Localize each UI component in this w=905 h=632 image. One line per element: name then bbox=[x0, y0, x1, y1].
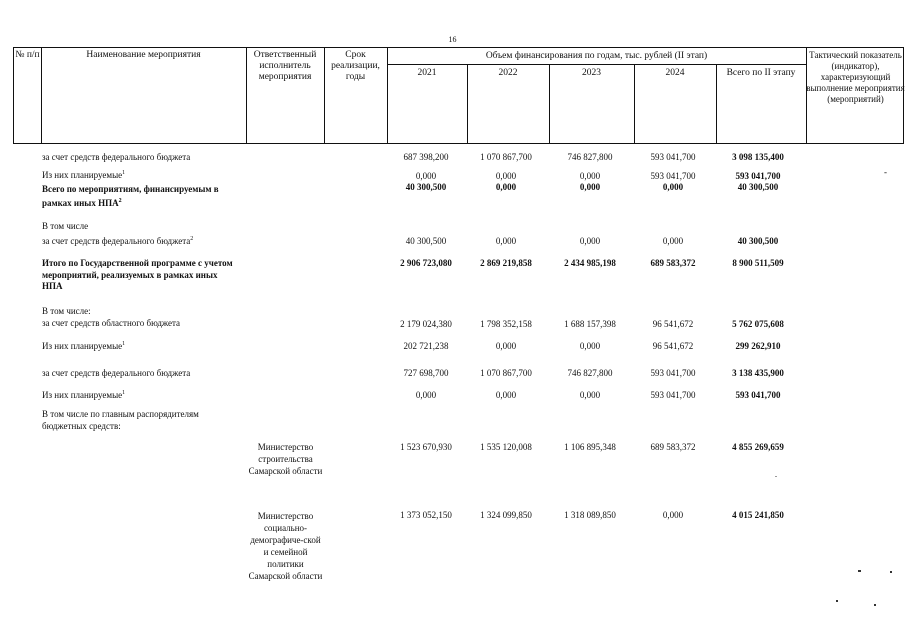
cell-2024: 593 041,700 bbox=[650, 152, 696, 162]
header-year: 2021 bbox=[417, 68, 437, 78]
row-label: В том числе по главным распорядителям бюджетных средств: bbox=[42, 409, 199, 431]
cell-2023: 1 318 089,850 bbox=[564, 510, 616, 520]
cell-2024: 96 541,672 bbox=[652, 319, 694, 329]
cell-2022: 2 869 219,858 bbox=[480, 258, 532, 268]
cell-2021: 202 721,238 bbox=[403, 341, 449, 351]
cell-2022: 0,000 bbox=[495, 390, 517, 400]
cell-2022: 0,000 bbox=[495, 182, 517, 192]
row-label: В том числе bbox=[42, 221, 89, 231]
cell-2023: 746 827,800 bbox=[567, 152, 613, 162]
cell-2023: 0,000 bbox=[579, 182, 601, 192]
row-label: Всего по мероприятиям, финансируемым в рамках иных НПА$^2$ bbox=[42, 184, 219, 208]
cell-total: 593 041,700 bbox=[735, 390, 781, 400]
col-divider bbox=[387, 48, 388, 143]
cell-2021: 40 300,500 bbox=[405, 236, 447, 246]
cell-2023: 2 434 985,198 bbox=[564, 258, 616, 268]
header-indicator: Тактический показатель (индикатор), характеризующий выполнение мероприятия (мероприятий) bbox=[806, 50, 905, 104]
col-divider bbox=[41, 48, 42, 143]
indicator-dash: - bbox=[884, 167, 887, 177]
cell-2024: 689 583,372 bbox=[650, 258, 696, 268]
cell-2022: 0,000 bbox=[495, 171, 517, 181]
cell-2021: 1 373 052,150 bbox=[400, 510, 452, 520]
cell-2021: 727 698,700 bbox=[403, 368, 449, 378]
cell-2021: 0,000 bbox=[415, 171, 437, 181]
header-year: 2022 bbox=[498, 68, 518, 78]
cell-total: 5 762 075,608 bbox=[732, 319, 784, 329]
header-financing: Объем финансирования по годам, тыс. рублей (II этап) bbox=[485, 51, 708, 61]
cell-2021: 1 523 670,930 bbox=[400, 442, 452, 452]
cell-total: 3 098 135,400 bbox=[732, 152, 784, 162]
header-name: Наименование мероприятия bbox=[86, 50, 201, 60]
cell-total: 299 262,910 bbox=[735, 341, 781, 351]
cell-2021: 0,000 bbox=[415, 390, 437, 400]
cell-total: 40 300,500 bbox=[737, 236, 779, 246]
cell-2023: 0,000 bbox=[579, 171, 601, 181]
cell-2021: 2 179 024,380 bbox=[400, 319, 452, 329]
row-label: за счет средств федерального бюджета bbox=[42, 152, 191, 162]
cell-total: 3 138 435,900 bbox=[732, 368, 784, 378]
cell-2021: 2 906 723,080 bbox=[400, 258, 452, 268]
cell-total: 4 855 269,659 bbox=[732, 442, 784, 452]
cell-2023: 746 827,800 bbox=[567, 368, 613, 378]
cell-2024: 593 041,700 bbox=[650, 390, 696, 400]
cell-2021: 687 398,200 bbox=[403, 152, 449, 162]
cell-total: 8 900 511,509 bbox=[732, 258, 784, 268]
cell-2024: 0,000 bbox=[662, 182, 684, 192]
responsible-ministry: Министерство социально-демографиче-ской и семейной политики Самарской области bbox=[248, 511, 323, 581]
header-total: Всего по II этапу bbox=[726, 68, 796, 78]
cell-2022: 0,000 bbox=[495, 341, 517, 351]
row-label: за счет средств областного бюджета bbox=[42, 318, 181, 328]
cell-2023: 1 688 157,398 bbox=[564, 319, 616, 329]
cell-2024: 0,000 bbox=[662, 236, 684, 246]
scan-speck bbox=[874, 604, 876, 606]
cell-total: 593 041,700 bbox=[735, 171, 781, 181]
cell-2023: 0,000 bbox=[579, 390, 601, 400]
cell-2023: 1 106 895,348 bbox=[564, 442, 616, 452]
header-year: 2024 bbox=[665, 68, 685, 78]
row-label: Из них планируемые$^1$ bbox=[42, 341, 126, 351]
header-responsible: Ответственный исполнитель мероприятия bbox=[253, 50, 317, 82]
cell-2022: 1 324 099,850 bbox=[480, 510, 532, 520]
cell-total: 40 300,500 bbox=[737, 182, 779, 192]
cell-2023: 0,000 bbox=[579, 341, 601, 351]
header-year: 2023 bbox=[582, 68, 601, 78]
responsible-ministry: Министерство строительства Самарской области bbox=[248, 442, 323, 476]
row-label: за счет средств федерального бюджета bbox=[42, 368, 191, 378]
scan-speck bbox=[836, 600, 838, 602]
cell-total: 4 015 241,850 bbox=[732, 510, 784, 520]
cell-2024: 0,000 bbox=[662, 510, 684, 520]
cell-2023: 0,000 bbox=[579, 236, 601, 246]
page-number: 16 bbox=[448, 35, 457, 44]
row-label: Из них планируемые$^1$ bbox=[42, 170, 126, 180]
row-label: за счет средств федерального бюджета$^2$ bbox=[42, 236, 194, 246]
cell-2024: 593 041,700 bbox=[650, 368, 696, 378]
scan-speck bbox=[858, 570, 861, 572]
header-term: Срок реализации, годы bbox=[331, 50, 380, 82]
row-label: Итого по Государственной программе с учетом мероприятий, реализуемых в рамках иных НПА bbox=[42, 258, 233, 291]
row-label: В том числе: bbox=[42, 306, 91, 316]
cell-2024: 96 541,672 bbox=[652, 341, 694, 351]
row-divider bbox=[387, 64, 806, 65]
scan-speck bbox=[775, 476, 777, 477]
table-header bbox=[13, 47, 904, 144]
cell-2022: 1 070 867,700 bbox=[480, 152, 532, 162]
cell-2024: 689 583,372 bbox=[650, 442, 696, 452]
cell-2021: 40 300,500 bbox=[405, 182, 447, 192]
scan-speck bbox=[890, 571, 892, 573]
cell-2022: 1 798 352,158 bbox=[480, 319, 532, 329]
cell-2022: 1 070 867,700 bbox=[480, 368, 532, 378]
cell-2022: 1 535 120,008 bbox=[480, 442, 532, 452]
cell-2022: 0,000 bbox=[495, 236, 517, 246]
header-num: № п/п bbox=[15, 50, 40, 60]
cell-2024: 593 041,700 bbox=[650, 171, 696, 181]
row-label: Из них планируемые$^1$ bbox=[42, 390, 126, 400]
